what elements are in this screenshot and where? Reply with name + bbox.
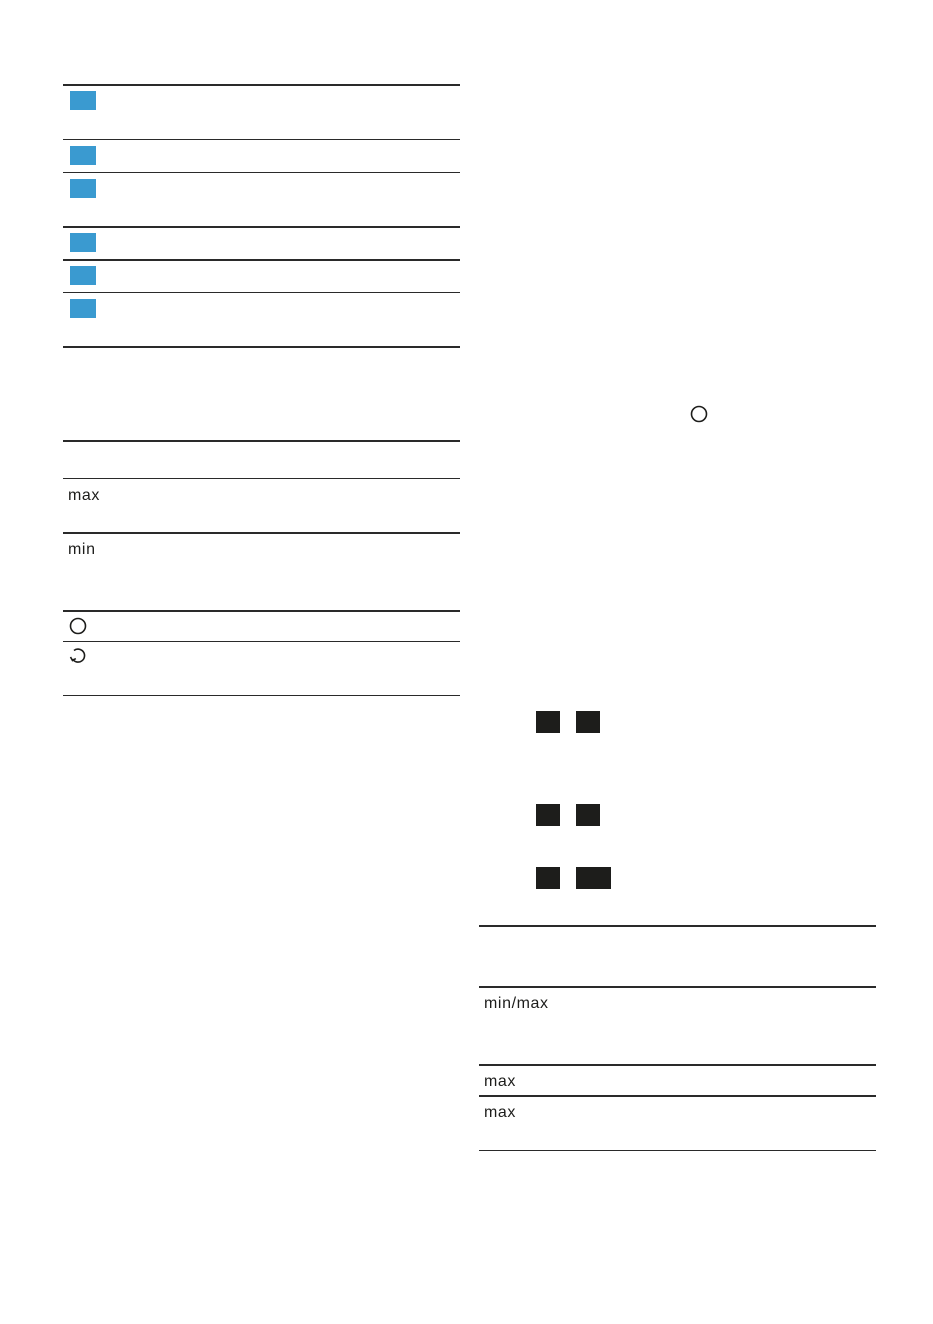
table-rule: [63, 172, 460, 173]
rotate-arrow-icon: [68, 646, 88, 666]
blue-key-icon: [70, 91, 96, 110]
dark-key-icon: [536, 711, 560, 733]
blue-key-icon: [70, 146, 96, 165]
blue-key-icon: [70, 233, 96, 252]
dark-key-icon: [576, 711, 600, 733]
dark-key-icon: [536, 867, 560, 889]
row-label-max: max: [484, 1073, 517, 1090]
table-rule: [63, 292, 460, 293]
table-rule: [63, 226, 460, 228]
table-rule: [479, 925, 876, 927]
table-rule: [63, 532, 460, 534]
table-rule: [63, 84, 460, 86]
blue-key-icon: [70, 179, 96, 198]
table-rule: [479, 1064, 876, 1066]
blue-key-icon: [70, 266, 96, 285]
table-rule: [479, 986, 876, 988]
table-rule: [63, 440, 460, 442]
row-label-min-max: min/max: [484, 995, 549, 1012]
row-label-max: max: [484, 1104, 517, 1121]
table-rule: [63, 139, 460, 140]
table-rule: [479, 1150, 876, 1151]
blue-key-icon: [70, 299, 96, 318]
power-circle-icon: [68, 616, 88, 636]
table-rule: [63, 346, 460, 348]
table-rule: [63, 641, 460, 642]
table-rule: [63, 478, 460, 479]
dark-key-icon: [576, 804, 600, 826]
dark-key-icon: [536, 804, 560, 826]
table-rule: [63, 610, 460, 612]
table-rule: [63, 695, 460, 696]
table-rule: [63, 259, 460, 261]
dark-key-wide-icon: [576, 867, 611, 889]
row-label-min: min: [68, 541, 96, 558]
power-circle-icon: [689, 404, 709, 424]
row-label-max: max: [68, 487, 101, 504]
table-rule: [479, 1095, 876, 1097]
